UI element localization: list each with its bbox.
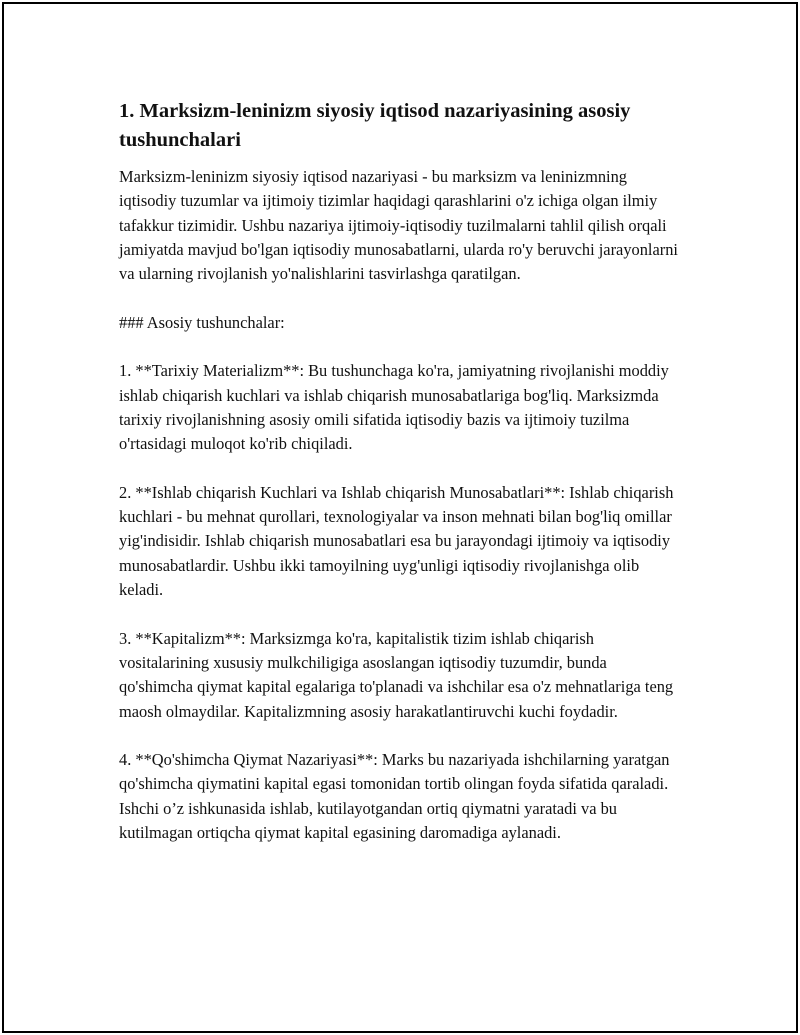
- document-body: [119, 97, 679, 845]
- paragraph-gap: [119, 286, 679, 310]
- section-heading: ### Asosiy tushunchalar:: [119, 312, 285, 332]
- paragraph-gap: [119, 724, 679, 748]
- list-item-qoshimcha-qiymat: 4. **Qo'shimcha Qiymat Nazariyasi**: Marks bu nazariyada ishchilarning yaratgan qo'shimcha qiymatini kapital egasi tomonidan tortib olingan foyda sifatida qaraladi. Ishchi o’z ishkunasida ishlab, kutilayotgandan ortiq qiymatni yaratadi va bu kutilmagan ortiqcha qiymat kapital egasining daromadiga aylanadi.: [119, 750, 670, 843]
- intro-paragraph: Marksizm-leninizm siyosiy iqtisod nazariyasi - bu marksizm va leninizmning iqtisodiy tuzumlar va ijtimoiy tizimlar haqidagi qarashlarini o'z ichiga olgan ilmiy tafakkur tizimidir. Ushbu nazariya ijtimoiy-iqtisodiy tuzilmalarni tahlil qilish orqali jamiyatda mavjud bo'lgan iqtisodiy munosabatlarni, ularda ro'y beruvchi jarayonlarni va ularning rivojlanish yo'nalishlarini tasvirlashga qaratilgan.: [119, 167, 678, 284]
- list-item-kapitalizm: 3. **Kapitalizm**: Marksizmga ko'ra, kapitalistik tizim ishlab chiqarish vositalarining xususiy mulkchiligiga asoslangan iqtisodiy tuzumdir, bunda qo'shimcha qiymat kapital egalariga to'planadi va ishchilar esa o'z mehnatlariga teng maosh olmaydilar. Kapitalizmning asosiy harakatlantiruvchi kuchi foydadir.: [119, 628, 674, 721]
- page-frame: [2, 2, 798, 1033]
- paragraph-gap: [119, 457, 679, 481]
- list-item-ishlab-chiqarish: 2. **Ishlab chiqarish Kuchlari va Ishlab chiqarish Munosabatlari**: Ishlab chiqarish kuchlari - bu mehnat qurollari, texnologiyalar va inson mehnati bilan bog'liq omillar yig'indisidir. Ishlab chiqarish munosabatlari esa bu jarayondagi ijtimoiy va iqtisodiy munosabatlardir. Ushbu ikki tamoyilning uyg'unligi iqtisodiy rivojlanishga olib keladi.: [119, 482, 674, 600]
- paragraph-gap: [119, 335, 679, 359]
- document-title: 1. Marksizm-leninizm siyosiy iqtisod nazariyasining asosiy tushunchalari: [119, 100, 631, 151]
- paragraph-gap: [119, 602, 679, 626]
- list-item-tarixiy-materializm: 1. **Tarixiy Materializm**: Bu tushunchaga ko'ra, jamiyatning rivojlanishi moddiy ishlab chiqarish kuchlari va ishlab chiqarish munosabatlariga bog'liq. Marksizmda tarixiy rivojlanishning asosiy omili sifatida iqtisodiy bazis va ijtimoiy tuzilma o'rtasidagi muloqot ko'rib chiqiladi.: [119, 361, 669, 454]
